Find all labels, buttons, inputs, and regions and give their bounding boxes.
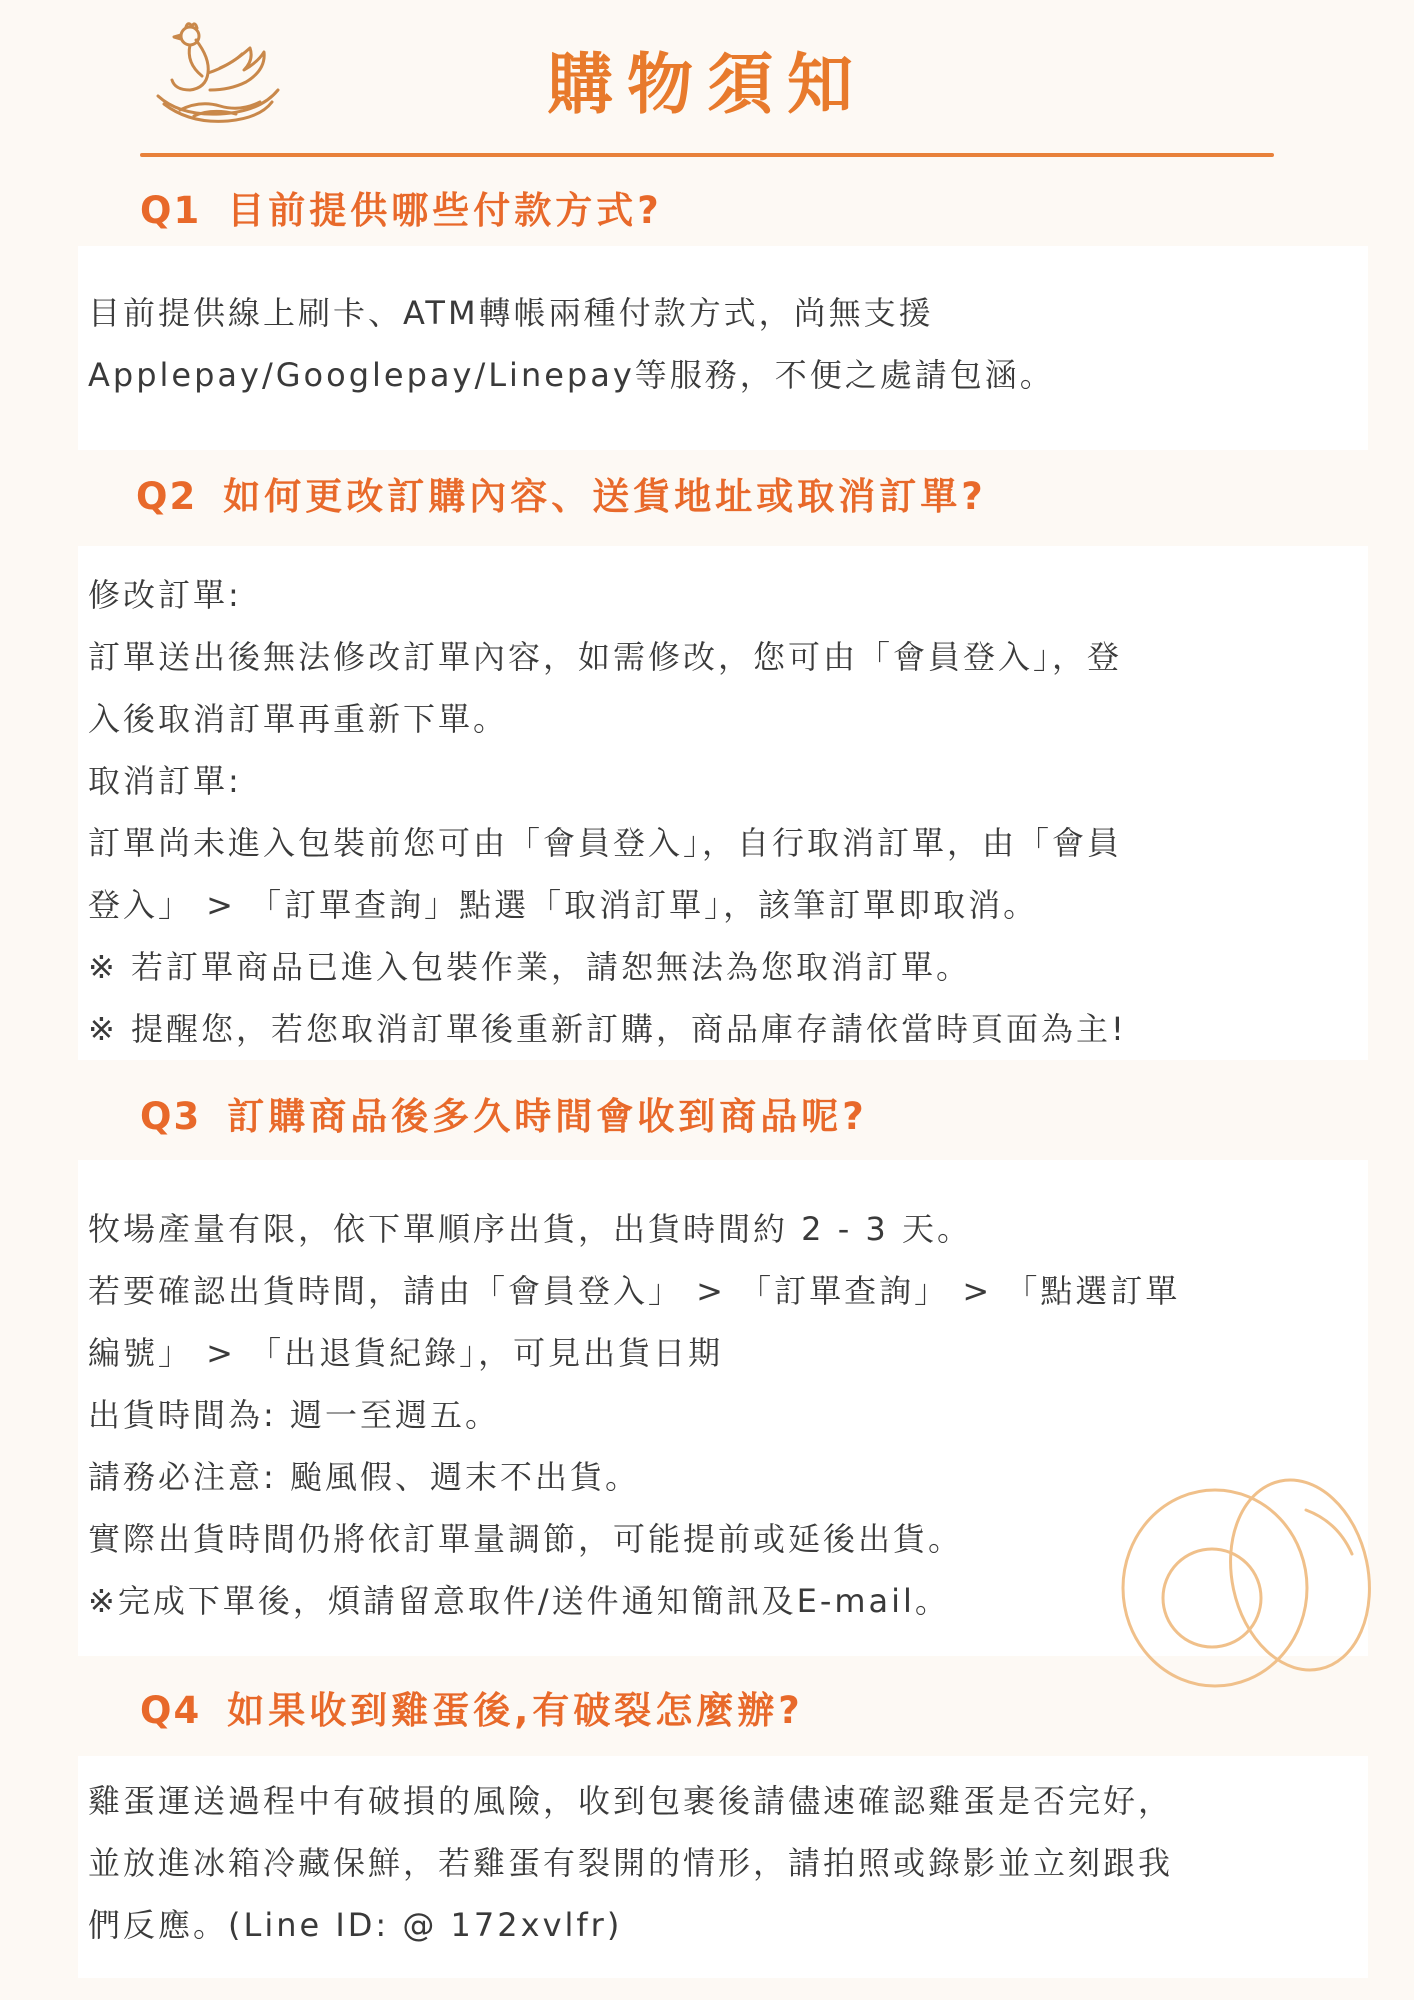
answer-line: 訂單尚未進入包裝前您可由「會員登入」，自行取消訂單，由「會員: [88, 824, 1123, 862]
answer-line: ※完成下單後，煩請留意取件/送件通知簡訊及E-mail。: [88, 1582, 950, 1620]
question-number: Q3: [140, 1095, 202, 1138]
question-number: Q4: [140, 1689, 202, 1732]
faq-question-3: [140, 1092, 868, 1142]
answer-line: 出貨時間為: 週一至週五。: [88, 1396, 500, 1434]
faq-question-1: [140, 186, 663, 236]
question-text: 如何更改訂購內容、送貨地址或取消訂單?: [223, 475, 987, 518]
answer-line: 若要確認出貨時間，請由「會員登入」 > 「訂單查詢」 > 「點選訂單: [88, 1272, 1181, 1310]
answer-line: ※ 提醒您，若您取消訂單後重新訂購，商品庫存請依當時頁面為主!: [88, 1010, 1127, 1048]
question-text: 如果收到雞蛋後,有破裂怎麼辦?: [227, 1689, 804, 1732]
answer-line: Applepay/Googlepay/Linepay等服務，不便之處請包涵。: [88, 356, 1055, 394]
answer-line: 雞蛋運送過程中有破損的風險，收到包裹後請儘速確認雞蛋是否完好，: [88, 1782, 1174, 1820]
answer-line: 們反應。(Line ID: @ 172xvlfr): [88, 1906, 623, 1944]
question-number: Q1: [140, 189, 202, 232]
faq-answer-1: [78, 246, 1368, 450]
question-text: 訂購商品後多久時間會收到商品呢?: [227, 1095, 868, 1138]
answer-line: 請務必注意: 颱風假、週末不出貨。: [88, 1458, 640, 1496]
title-divider: [140, 153, 1274, 157]
answer-line: 取消訂單:: [88, 762, 242, 800]
page-title: 購物須知: [547, 46, 867, 123]
answer-line: 登入」 > 「訂單查詢」點選「取消訂單」，該筆訂單即取消。: [88, 886, 1039, 924]
question-number: Q2: [136, 475, 198, 518]
faq-answer-2: [78, 546, 1368, 1060]
answer-line: ※ 若訂單商品已進入包裝作業，請恕無法為您取消訂單。: [88, 948, 971, 986]
answer-line: 編號」 > 「出退貨紀錄」，可見出貨日期: [88, 1334, 724, 1372]
faq-question-2: [136, 472, 987, 522]
answer-line: 牧場產量有限，依下單順序出貨，出貨時間約 2 - 3 天。: [88, 1210, 972, 1248]
boiled-egg-icon: [1120, 1470, 1380, 1690]
answer-line: 實際出貨時間仍將依訂單量調節，可能提前或延後出貨。: [88, 1520, 964, 1558]
faq-answer-4: [78, 1756, 1368, 1978]
answer-line: 目前提供線上刷卡、ATM轉帳兩種付款方式，尚無支援: [88, 294, 934, 332]
answer-line: 並放進冰箱冷藏保鮮，若雞蛋有裂開的情形，請拍照或錄影並立刻跟我: [88, 1844, 1174, 1882]
faq-question-4: [140, 1686, 804, 1736]
answer-line: 入後取消訂單再重新下單。: [88, 700, 509, 738]
answer-line: 訂單送出後無法修改訂單內容，如需修改，您可由「會員登入」，登: [88, 638, 1123, 676]
question-text: 目前提供哪些付款方式?: [227, 189, 663, 232]
answer-line: 修改訂單:: [88, 576, 242, 614]
